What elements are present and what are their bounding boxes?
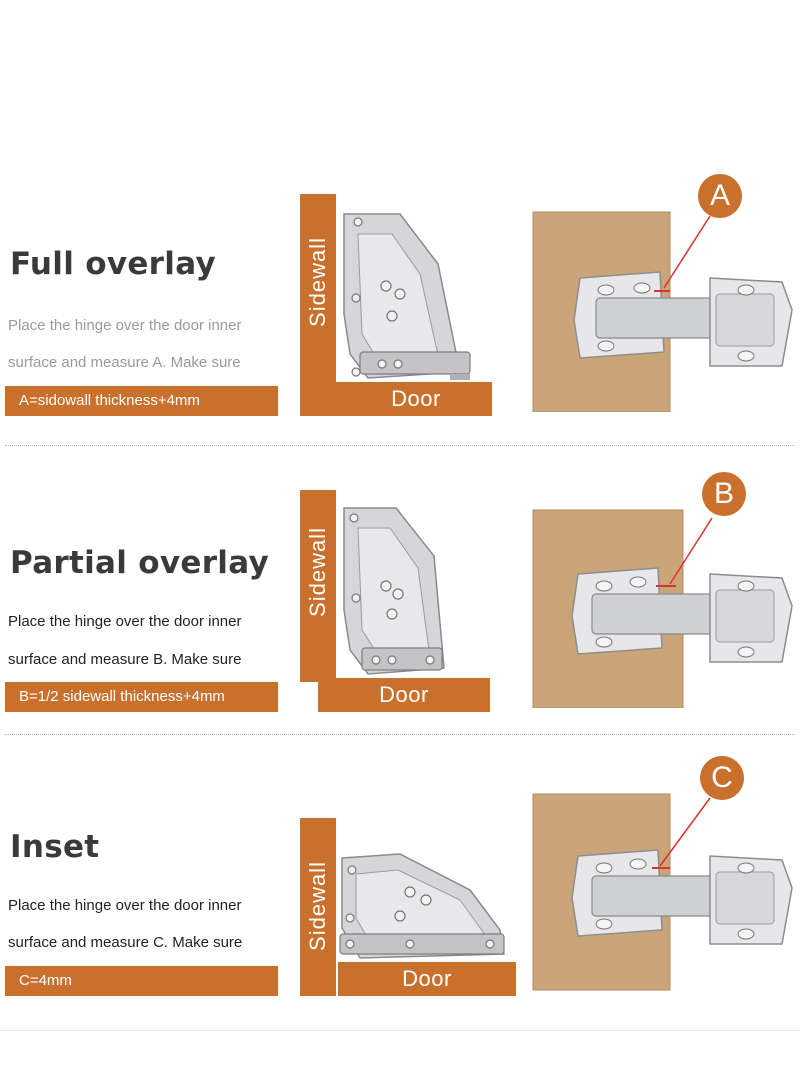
hinge-photo	[530, 752, 795, 992]
formula-bar: C=4mm	[5, 966, 278, 996]
description-line-1: Place the hinge over the door inner	[8, 317, 242, 334]
description-line-1: Place the hinge over the door inner	[8, 613, 242, 630]
door-block: Door	[338, 962, 516, 996]
door-block: Door	[300, 382, 492, 416]
sidewall-label: Sidewall	[305, 237, 330, 327]
sidewall-label: Sidewall	[305, 861, 330, 951]
section-title: Partial overlay	[10, 545, 269, 581]
hinge-diagram	[300, 818, 516, 996]
door-block: Door	[318, 678, 490, 712]
section-title: Inset	[10, 829, 100, 865]
bottom-divider	[0, 1030, 800, 1031]
description-line-1: Place the hinge over the door inner	[8, 897, 242, 914]
description-line-2: surface and measure A. Make sure	[8, 354, 241, 371]
section-title: Full overlay	[10, 246, 216, 282]
measure-marker: C	[700, 756, 744, 800]
cabinet-hinge-image	[530, 752, 795, 992]
measure-marker: A	[698, 174, 742, 218]
sidewall-label: Sidewall	[305, 527, 330, 617]
description-line-2: surface and measure B. Make sure	[8, 651, 242, 668]
description-line-2: surface and measure C. Make sure	[8, 934, 243, 951]
formula-bar: B=1/2 sidewall thickness+4mm	[5, 682, 278, 712]
measure-marker: B	[702, 472, 746, 516]
formula-bar: A=sidowall thickness+4mm	[5, 386, 278, 416]
